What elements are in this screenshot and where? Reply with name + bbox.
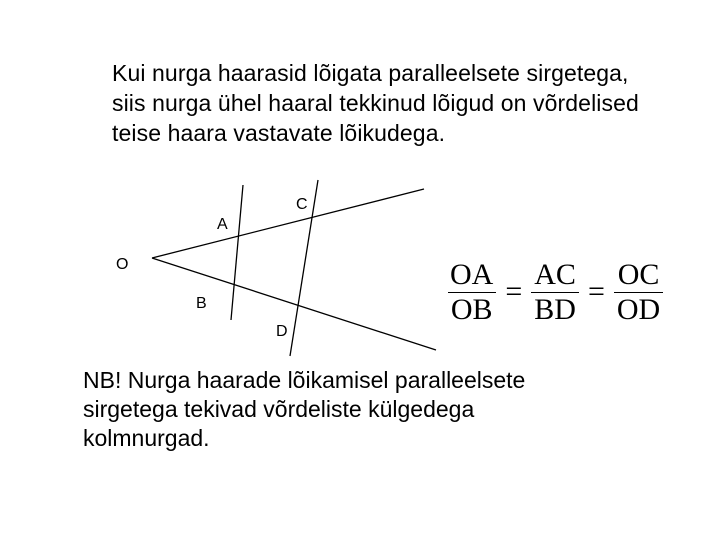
- fraction-ac-bd: [531, 258, 579, 327]
- transversal-ab: [231, 185, 243, 320]
- equals-sign: =: [505, 275, 523, 308]
- lower-ray: [152, 258, 436, 350]
- note-line-3: kolmnurgad.: [83, 425, 210, 451]
- numerator-oa: OA: [450, 257, 494, 291]
- note-line-2: sirgetega tekivad võrdeliste külgedega: [83, 396, 475, 422]
- label-c: C: [296, 196, 308, 213]
- label-a: A: [217, 216, 228, 233]
- upper-ray: [152, 189, 424, 258]
- denominator-bd: BD: [531, 292, 579, 327]
- label-b: B: [196, 295, 207, 312]
- statement-line-1: Kui nurga haarasid lõigata paralleelsete sirgetega,: [112, 60, 629, 86]
- statement-line-3: teise haara vastavate lõikudega.: [112, 120, 446, 146]
- nb-note: [83, 366, 683, 453]
- fraction-oc-od: [614, 258, 663, 327]
- fraction-oa-ob: [447, 258, 496, 327]
- note-line-1: NB! Nurga haarade lõikamisel paralleelsete: [83, 367, 526, 393]
- label-o: O: [116, 256, 129, 273]
- denominator-ob: OB: [448, 292, 496, 327]
- denominator-od: OD: [614, 292, 663, 327]
- label-d: D: [276, 323, 288, 340]
- statement-line-2: siis nurga ühel haaral tekkinud lõigud on võrdelised: [112, 90, 639, 116]
- proportion-formula: [446, 252, 664, 332]
- numerator-ac: AC: [534, 257, 576, 291]
- equals-sign: =: [587, 275, 605, 308]
- numerator-oc: OC: [617, 257, 660, 291]
